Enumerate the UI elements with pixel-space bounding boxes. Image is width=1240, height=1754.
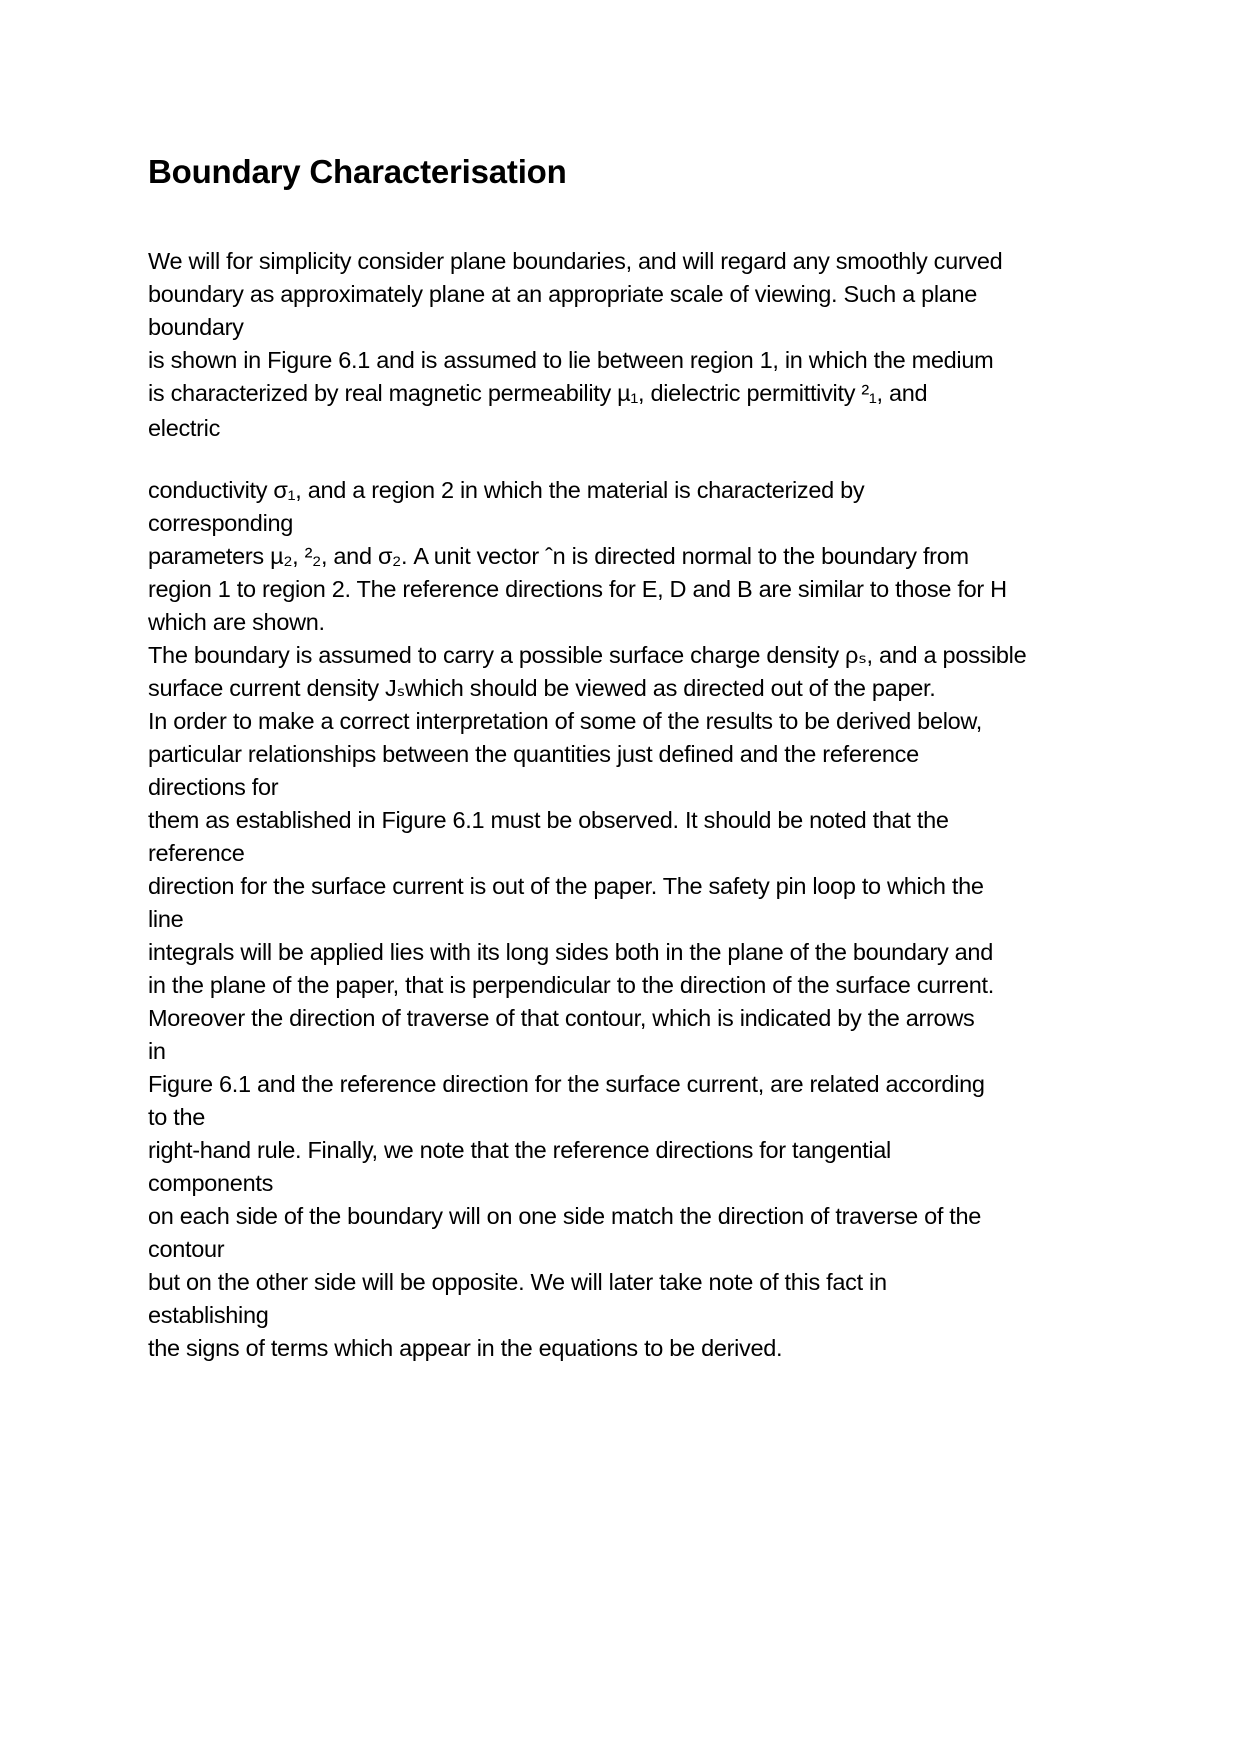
text-line: parameters µ₂, ²₂, and σ₂. A unit vector ˆn is directed normal to the boundary from [148,543,969,569]
text-line: corresponding [148,510,294,536]
text-line: right-hand rule. Finally, we note that the reference directions for tangential [148,1137,891,1163]
text-line: components [148,1170,274,1196]
text-line: on each side of the boundary will on one side match the direction of traverse of the [148,1203,982,1229]
text-line: The boundary is assumed to carry a possible surface charge density ρₛ, and a possible [148,642,1027,668]
text-line: region 1 to region 2. The reference directions for E, D and B are similar to those for H [148,576,1007,602]
paragraph-1 [148,245,1108,447]
document-title: Boundary Characterisation [148,153,567,190]
text-line: reference [148,840,245,866]
text-line: directions for [148,774,279,800]
text-line: In order to make a correct interpretation of some of the results to be derived below, [148,708,983,734]
text-line: is characterized by real magnetic permeability µ₁, dielectric permittivity ²₁, and [148,380,928,406]
text-line: boundary [148,314,244,340]
text-line: particular relationships between the quantities just defined and the reference [148,741,919,767]
text-line: is shown in Figure 6.1 and is assumed to lie between region 1, in which the medium [148,347,994,373]
text-line: in the plane of the paper, that is perpendicular to the direction of the surface current. [148,972,994,998]
text-line: electric [148,415,221,441]
text-line: the signs of terms which appear in the equations to be derived. [148,1335,783,1361]
text-line: them as established in Figure 6.1 must be observed. It should be noted that the [148,807,949,833]
text-line: boundary as approximately plane at an appropriate scale of viewing. Such a plane [148,281,978,307]
text-line: in [148,1038,166,1064]
text-line: which are shown. [148,609,325,635]
text-line: Figure 6.1 and the reference direction for the surface current, are related according [148,1071,985,1097]
text-line: establishing [148,1302,269,1328]
text-line: integrals will be applied lies with its long sides both in the plane of the boundary and [148,939,993,965]
text-line: but on the other side will be opposite. We will later take note of this fact in [148,1269,887,1295]
text-line: surface current density Jₛwhich should be viewed as directed out of the paper. [148,675,936,701]
text-line: contour [148,1236,225,1262]
text-line: Moreover the direction of traverse of that contour, which is indicated by the arrows [148,1005,975,1031]
text-line: conductivity σ₁, and a region 2 in which the material is characterized by [148,477,865,503]
text-line: to the [148,1104,205,1130]
text-line: direction for the surface current is out of the paper. The safety pin loop to which the [148,873,984,899]
paragraph-2 [148,474,1108,1365]
text-line: We will for simplicity consider plane boundaries, and will regard any smoothly curved [148,248,1003,274]
text-line: line [148,906,184,932]
